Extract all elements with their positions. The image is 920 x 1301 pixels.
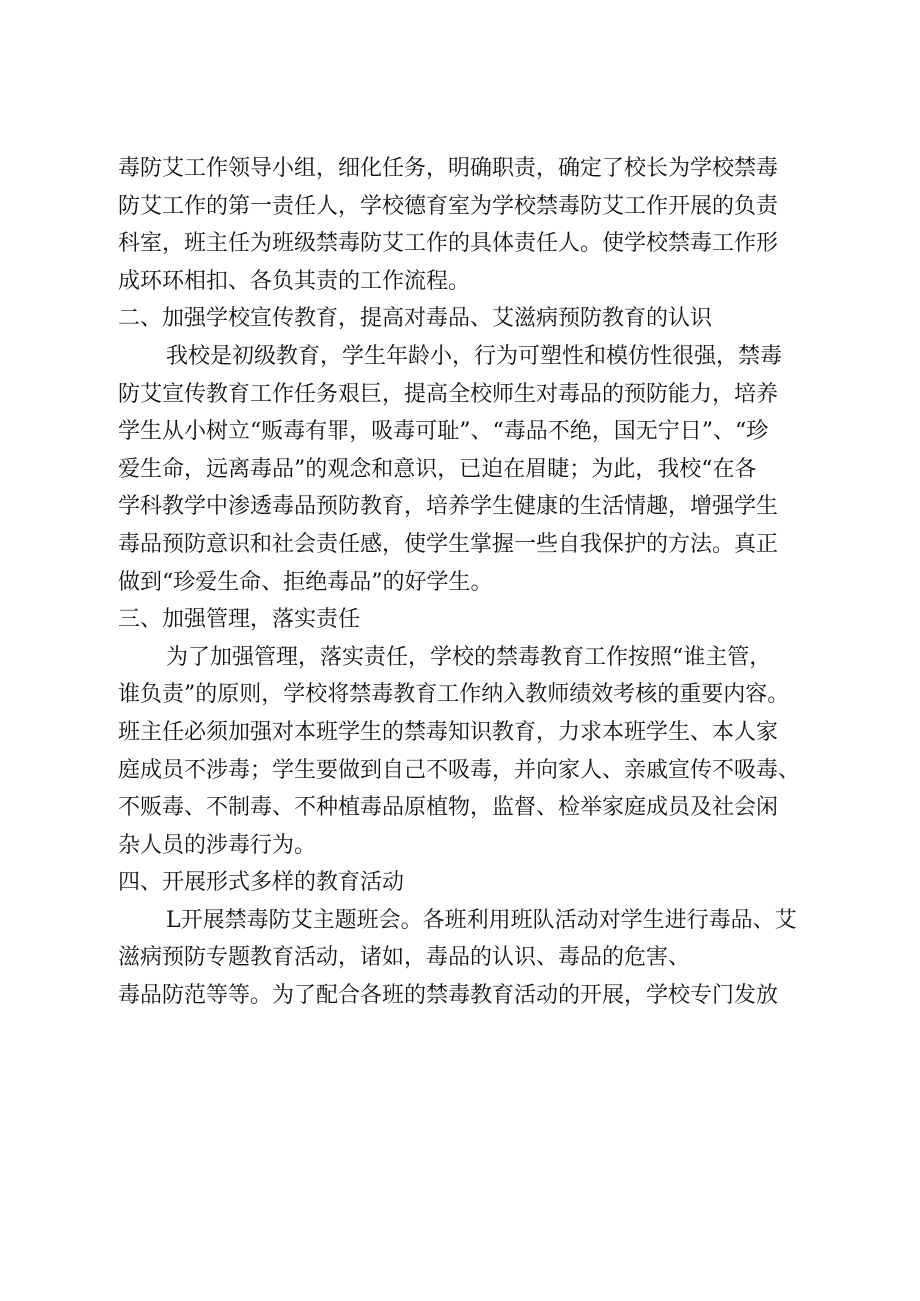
section-2-heading: 二、加强学校宣传教育，提高对毒品、艾滋病预防教育的认识	[118, 306, 713, 332]
text-line: 科室，班主任为班级禁毒防艾工作的具体责任人。使学校禁毒工作形	[118, 231, 779, 257]
section-3-paragraph	[118, 639, 830, 865]
text-line: 成环环相扣、各负其责的工作流程。	[118, 268, 471, 294]
text-line: 防艾宣传教育工作任务艰巨，提高全校师生对毒品的预防能力，培养	[118, 381, 779, 407]
text-line: 做到“珍爱生命、拒绝毒品”的好学生。	[118, 569, 493, 595]
text-line: L开展禁毒防艾主题班会。各班利用班队活动对学生进行毒品、艾	[166, 907, 797, 933]
text-line: 学科教学中渗透毒品预防教育，培养学生健康的生活情趣，增强学生	[118, 494, 779, 520]
text-line: 毒品预防意识和社会责任感，使学生掌握一些自我保护的方法。真正	[118, 531, 779, 557]
intro-paragraph	[118, 150, 830, 300]
text-line: 杂人员的涉毒行为。	[118, 832, 317, 858]
text-line: 班主任必须加强对本班学生的禁毒知识教育，力求本班学生、本人家	[118, 719, 779, 745]
text-line: 我校是初级教育，学生年龄小，行为可塑性和模仿性很强，禁毒	[166, 343, 783, 369]
text-line: 谁负责”的原则，学校将禁毒教育工作纳入教师绩效考核的重要内容。	[118, 682, 790, 708]
text-line: 为了加强管理，落实责任，学校的禁毒教育工作按照“谁主管，	[166, 644, 772, 670]
document-page	[118, 150, 830, 1015]
text-line: 毒品防范等等。为了配合各班的禁毒教育活动的开展，学校专门发放	[118, 983, 779, 1009]
text-line: 毒防艾工作领导小组，细化任务，明确职责，确定了校长为学校禁毒	[118, 156, 779, 181]
text-line: 庭成员不涉毒；学生要做到自己不吸毒，并向家人、亲戚宣传不吸毒、	[118, 757, 801, 783]
section-2-paragraph	[118, 338, 830, 601]
text-line: 滋病预防专题教育活动，诸如，毒品的认识、毒品的危害、	[118, 945, 691, 971]
section-3-heading: 三、加强管理，落实责任	[118, 607, 361, 633]
text-line: 学生从小树立“贩毒有罪，吸毒可耻”、“毒品不绝，国无宁日”、“珍	[118, 419, 769, 445]
text-line: 爱生命，远离毒品”的观念和意识，已迫在眉睫；为此，我校“在各	[118, 456, 757, 482]
section-4-heading: 四、开展形式多样的教育活动	[118, 870, 405, 896]
text-line: 防艾工作的第一责任人，学校德育室为学校禁毒防艾工作开展的负责	[118, 193, 779, 219]
section-4-paragraph	[118, 902, 830, 1015]
text-line: 不贩毒、不制毒、不种植毒品原植物，监督、检举家庭成员及社会闲	[118, 795, 779, 821]
